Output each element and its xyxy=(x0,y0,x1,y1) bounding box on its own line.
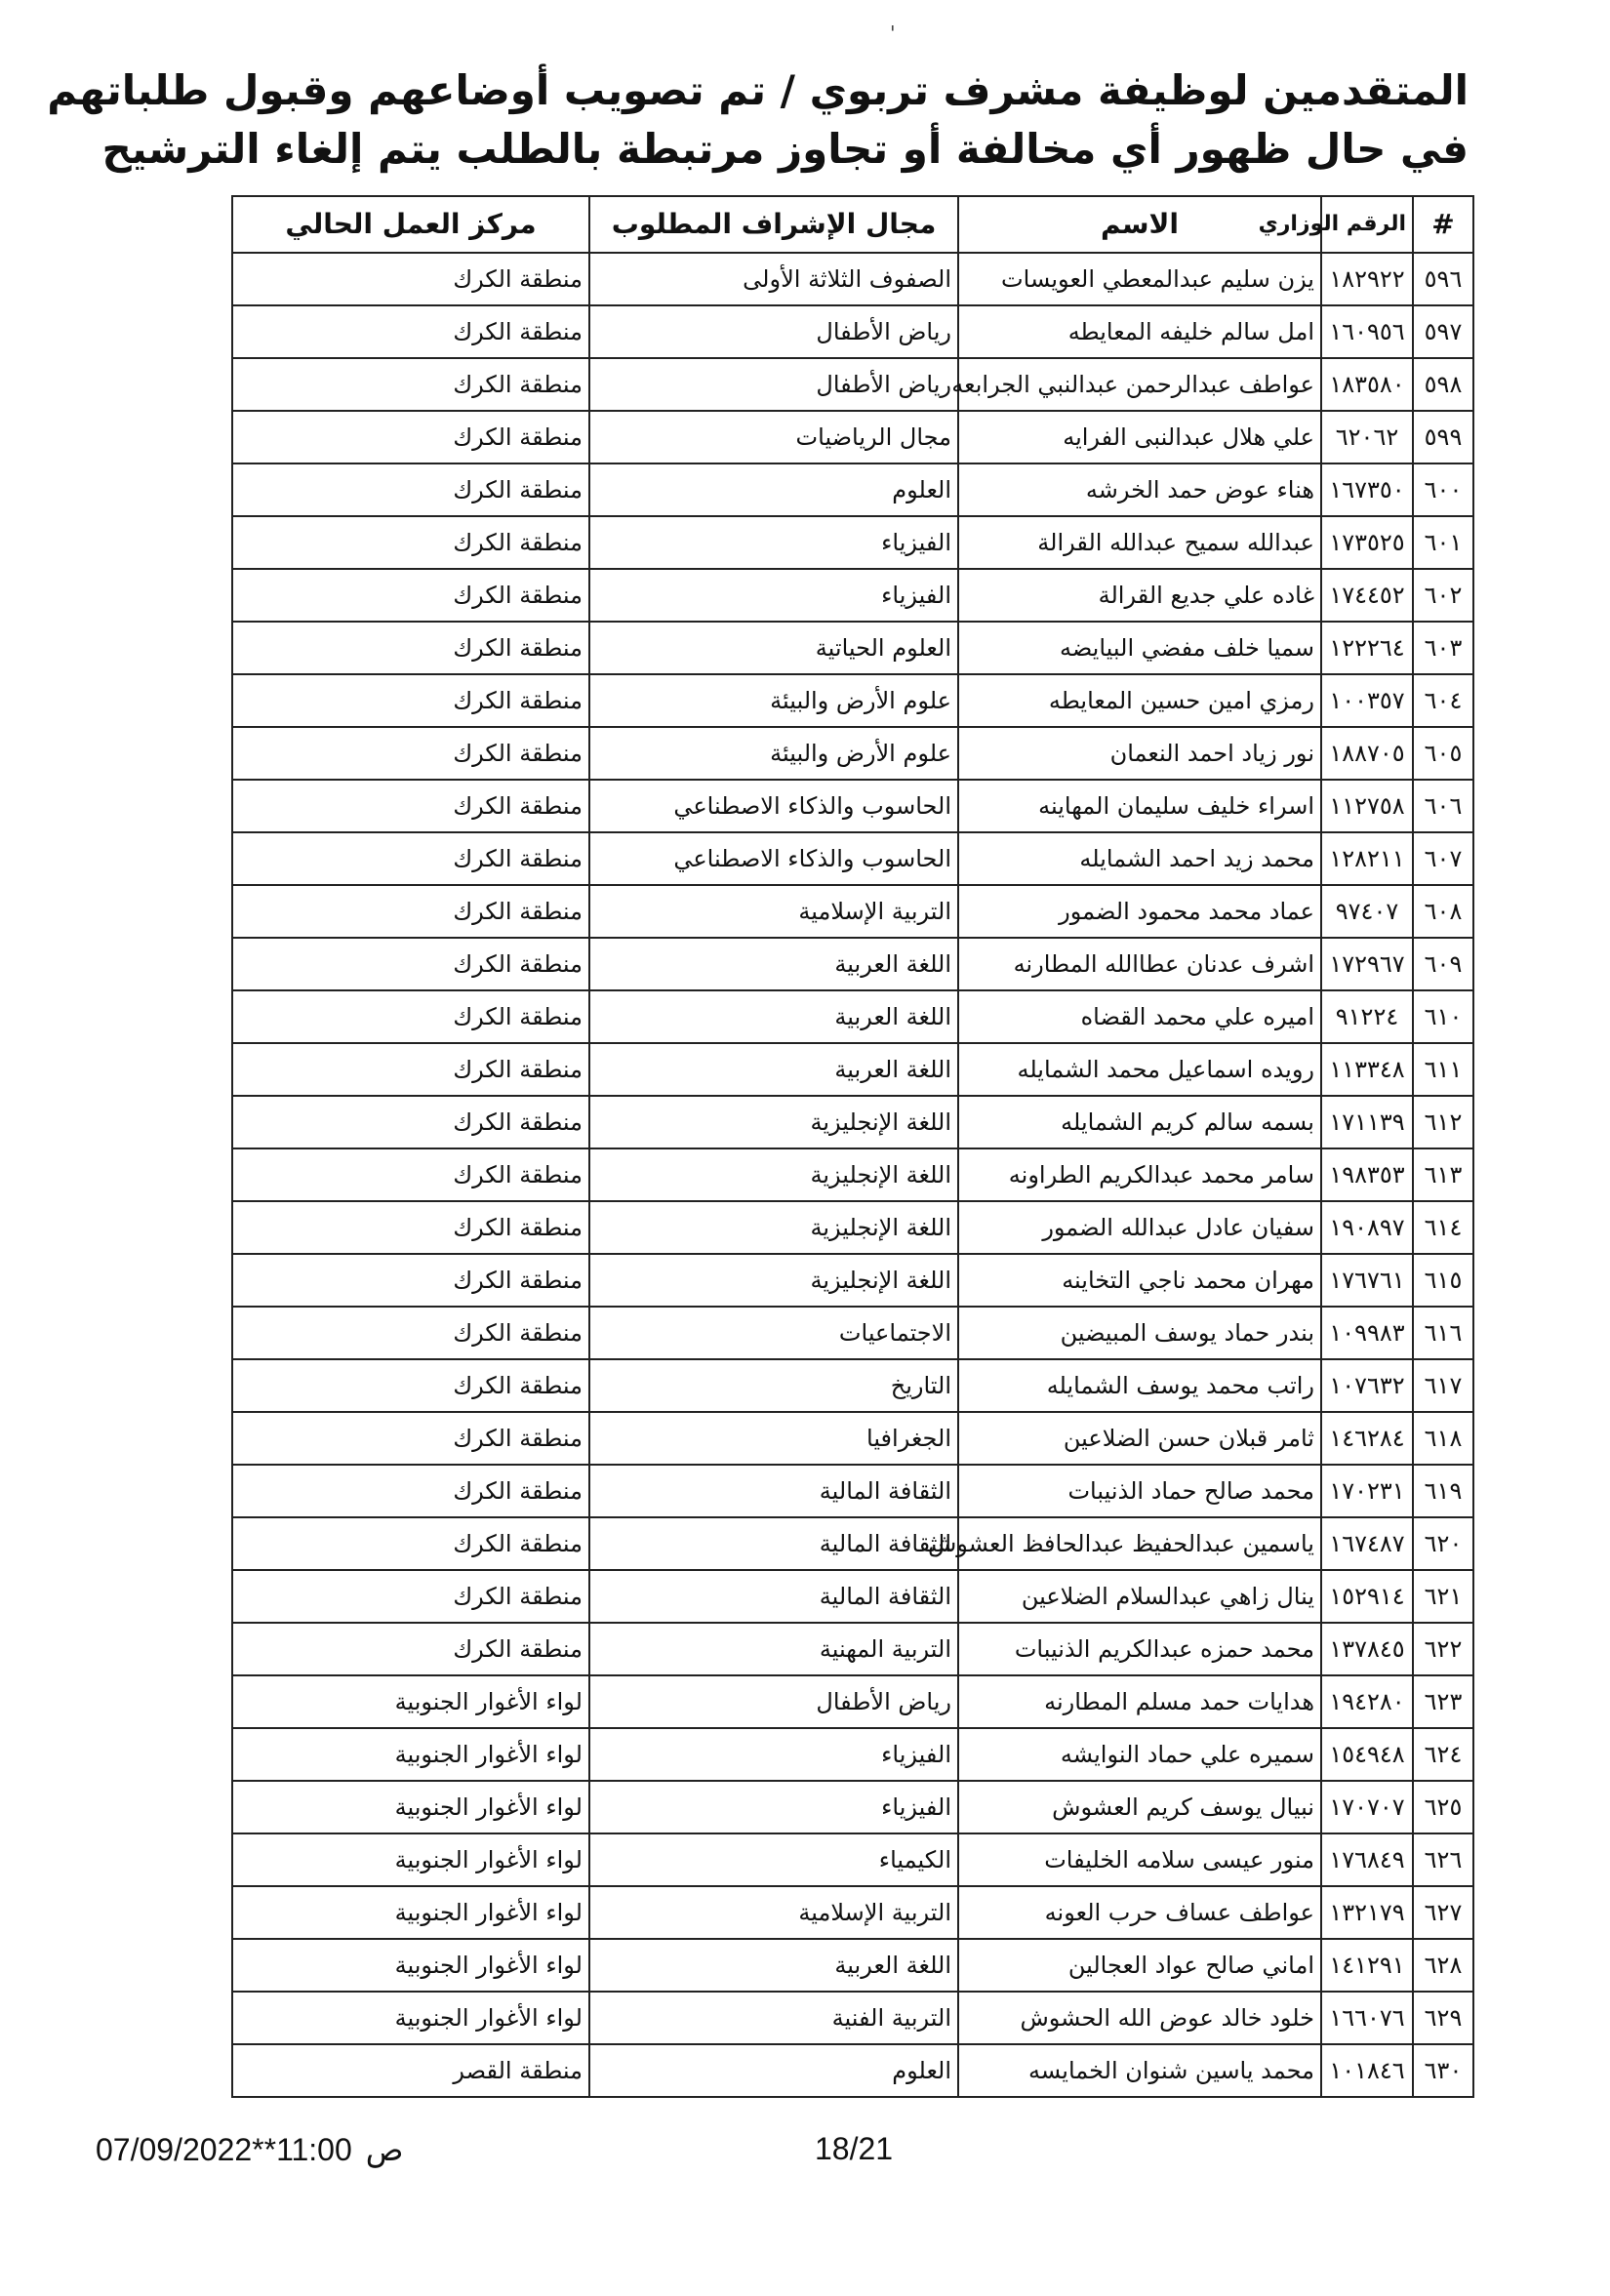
candidate-name-cell: يزن سليم عبدالمعطي العويسات xyxy=(958,253,1321,305)
national-id-cell: ١٢٨٢١١ xyxy=(1321,832,1413,885)
row-index-cell: ٦٢٠ xyxy=(1413,1517,1473,1570)
work-center-cell: منطقة الكرك xyxy=(232,1201,589,1254)
row-index-cell: ٦٠٦ xyxy=(1413,780,1473,832)
row-index-cell: ٦٠٥ xyxy=(1413,727,1473,780)
table-row xyxy=(232,1043,1473,1096)
work-center-cell: منطقة الكرك xyxy=(232,1412,589,1465)
supervision-field-cell: رياض الأطفال xyxy=(589,1675,958,1728)
row-index-cell: ٦٠٩ xyxy=(1413,938,1473,990)
table-row xyxy=(232,1148,1473,1201)
work-center-cell: لواء الأغوار الجنوبية xyxy=(232,1992,589,2044)
work-center-cell: لواء الأغوار الجنوبية xyxy=(232,1886,589,1939)
supervision-field-cell: الاجتماعيات xyxy=(589,1307,958,1359)
national-id-cell: ١٩٤٢٨٠ xyxy=(1321,1675,1413,1728)
work-center-cell: منطقة القصر xyxy=(232,2044,589,2097)
work-center-cell: منطقة الكرك xyxy=(232,780,589,832)
supervision-field-cell: علوم الأرض والبيئة xyxy=(589,674,958,727)
supervision-field-cell: الفيزياء xyxy=(589,1781,958,1833)
work-center-cell: منطقة الكرك xyxy=(232,1517,589,1570)
national-id-cell: ١٠١٨٤٦ xyxy=(1321,2044,1413,2097)
supervision-field-cell: اللغة الإنجليزية xyxy=(589,1254,958,1307)
national-id-cell: ١٦٦٠٧٦ xyxy=(1321,1992,1413,2044)
table-row xyxy=(232,1939,1473,1992)
table-row xyxy=(232,674,1473,727)
national-id-cell: ١٧٦٧٦١ xyxy=(1321,1254,1413,1307)
candidate-name-cell: نبيال يوسف كريم العشوش xyxy=(958,1781,1321,1833)
work-center-cell: منطقة الكرك xyxy=(232,1465,589,1517)
table-row xyxy=(232,1781,1473,1833)
national-id-cell: ١١٢٧٥٨ xyxy=(1321,780,1413,832)
table-row xyxy=(232,1623,1473,1675)
national-id-cell: ١٠٩٩٨٣ xyxy=(1321,1307,1413,1359)
candidate-name-cell: اميره علي محمد القضاه xyxy=(958,990,1321,1043)
candidate-name-cell: عماد محمد محمود الضمور xyxy=(958,885,1321,938)
work-center-cell: منطقة الكرك xyxy=(232,305,589,358)
row-index-cell: ٦٠٤ xyxy=(1413,674,1473,727)
work-center-cell: لواء الأغوار الجنوبية xyxy=(232,1728,589,1781)
table-row xyxy=(232,411,1473,463)
table-row xyxy=(232,1096,1473,1148)
supervision-field-cell: التربية الإسلامية xyxy=(589,885,958,938)
column-header-national-id: الرقم الوزاري xyxy=(1321,196,1413,253)
national-id-cell: ١٧٦٨٤٩ xyxy=(1321,1833,1413,1886)
row-index-cell: ٦١٥ xyxy=(1413,1254,1473,1307)
candidate-name-cell: بسمه سالم كريم الشمايله xyxy=(958,1096,1321,1148)
work-center-cell: منطقة الكرك xyxy=(232,990,589,1043)
candidate-name-cell: امل سالم خليفه المعايطه xyxy=(958,305,1321,358)
page-title: المتقدمين لوظيفة مشرف تربوي / تم تصويب أوضاعهم وقبول طلباتهم xyxy=(47,66,1469,114)
candidate-name-cell: ياسمين عبدالحفيظ عبدالحافظ العشوش xyxy=(958,1517,1321,1570)
work-center-cell: منطقة الكرك xyxy=(232,1359,589,1412)
supervision-field-cell: الثقافة المالية xyxy=(589,1517,958,1570)
supervision-field-cell: علوم الأرض والبيئة xyxy=(589,727,958,780)
national-id-cell: ١٤١٢٩١ xyxy=(1321,1939,1413,1992)
row-index-cell: ٦٢٧ xyxy=(1413,1886,1473,1939)
candidate-name-cell: سامر محمد عبدالكريم الطراونه xyxy=(958,1148,1321,1201)
row-index-cell: ٦٢٩ xyxy=(1413,1992,1473,2044)
candidate-name-cell: اماني صالح عواد العجالين xyxy=(958,1939,1321,1992)
national-id-cell: ٩٧٤٠٧ xyxy=(1321,885,1413,938)
candidate-name-cell: محمد صالح حماد الذنيبات xyxy=(958,1465,1321,1517)
work-center-cell: منطقة الكرك xyxy=(232,516,589,569)
work-center-cell: لواء الأغوار الجنوبية xyxy=(232,1781,589,1833)
row-index-cell: ٦٠١ xyxy=(1413,516,1473,569)
national-id-cell: ٦٢٠٦٢ xyxy=(1321,411,1413,463)
table-row xyxy=(232,1412,1473,1465)
candidate-name-cell: ثامر قبلان حسن الضلاعين xyxy=(958,1412,1321,1465)
supervision-field-cell: الفيزياء xyxy=(589,516,958,569)
work-center-cell: منطقة الكرك xyxy=(232,253,589,305)
row-index-cell: ٦١٧ xyxy=(1413,1359,1473,1412)
candidate-name-cell: بندر حماد يوسف المبيضين xyxy=(958,1307,1321,1359)
table-row xyxy=(232,1254,1473,1307)
national-id-cell: ١٧١١٣٩ xyxy=(1321,1096,1413,1148)
candidate-name-cell: سميره علي حماد النوايشه xyxy=(958,1728,1321,1781)
table-header-row xyxy=(232,196,1473,253)
work-center-cell: لواء الأغوار الجنوبية xyxy=(232,1939,589,1992)
supervision-field-cell: رياض الأطفال xyxy=(589,305,958,358)
row-index-cell: ٥٩٧ xyxy=(1413,305,1473,358)
footer-datetime: 07/09/2022**11:00 xyxy=(96,2132,352,2167)
national-id-cell: ١١٣٣٤٨ xyxy=(1321,1043,1413,1096)
table-row xyxy=(232,1833,1473,1886)
candidate-name-cell: عبدالله سميح عبدالله القرالة xyxy=(958,516,1321,569)
supervision-field-cell: التربية المهنية xyxy=(589,1623,958,1675)
row-index-cell: ٦١٨ xyxy=(1413,1412,1473,1465)
supervision-field-cell: العلوم xyxy=(589,463,958,516)
column-header-field: مجال الإشراف المطلوب xyxy=(589,196,958,253)
table-row xyxy=(232,990,1473,1043)
row-index-cell: ٦٢٨ xyxy=(1413,1939,1473,1992)
national-id-cell: ١٢٢٢٦٤ xyxy=(1321,622,1413,674)
supervision-field-cell: الفيزياء xyxy=(589,569,958,622)
national-id-cell: ١٦٠٩٥٦ xyxy=(1321,305,1413,358)
supervision-field-cell: الصفوف الثلاثة الأولى xyxy=(589,253,958,305)
table-row xyxy=(232,516,1473,569)
national-id-cell: ١٣٢١٧٩ xyxy=(1321,1886,1413,1939)
candidate-name-cell: منور عيسى سلامه الخليفات xyxy=(958,1833,1321,1886)
work-center-cell: منطقة الكرك xyxy=(232,1148,589,1201)
row-index-cell: ٦٣٠ xyxy=(1413,2044,1473,2097)
table-row xyxy=(232,832,1473,885)
column-header-index: # xyxy=(1413,196,1473,253)
row-index-cell: ٦٢٢ xyxy=(1413,1623,1473,1675)
work-center-cell: منطقة الكرك xyxy=(232,569,589,622)
national-id-cell: ١٨٣٥٨٠ xyxy=(1321,358,1413,411)
work-center-cell: منطقة الكرك xyxy=(232,1307,589,1359)
candidate-name-cell: عواطف عبدالرحمن عبدالنبي الجرابعه xyxy=(958,358,1321,411)
table-row xyxy=(232,358,1473,411)
candidate-name-cell: علي هلال عبدالنبى الفرايه xyxy=(958,411,1321,463)
row-index-cell: ٦١٩ xyxy=(1413,1465,1473,1517)
work-center-cell: منطقة الكرك xyxy=(232,1043,589,1096)
row-index-cell: ٦٠٢ xyxy=(1413,569,1473,622)
work-center-cell: منطقة الكرك xyxy=(232,727,589,780)
row-index-cell: ٥٩٦ xyxy=(1413,253,1473,305)
national-id-cell: ١٣٧٨٤٥ xyxy=(1321,1623,1413,1675)
work-center-cell: منطقة الكرك xyxy=(232,832,589,885)
supervision-field-cell: رياض الأطفال xyxy=(589,358,958,411)
candidate-name-cell: محمد ياسين شنوان الخمايسه xyxy=(958,2044,1321,2097)
national-id-cell: ١٥٢٩١٤ xyxy=(1321,1570,1413,1623)
supervision-field-cell: العلوم xyxy=(589,2044,958,2097)
candidate-name-cell: اسراء خليف سليمان المهاينه xyxy=(958,780,1321,832)
candidate-name-cell: راتب محمد يوسف الشمايله xyxy=(958,1359,1321,1412)
table-row xyxy=(232,2044,1473,2097)
supervision-field-cell: العلوم الحياتية xyxy=(589,622,958,674)
row-index-cell: ٦٠٣ xyxy=(1413,622,1473,674)
table-row xyxy=(232,463,1473,516)
row-index-cell: ٦١٦ xyxy=(1413,1307,1473,1359)
table-row xyxy=(232,1675,1473,1728)
national-id-cell: ١٧٣٥٢٥ xyxy=(1321,516,1413,569)
supervision-field-cell: الفيزياء xyxy=(589,1728,958,1781)
candidate-name-cell: هناء عوض حمد الخرشه xyxy=(958,463,1321,516)
supervision-field-cell: مجال الرياضيات xyxy=(589,411,958,463)
table-row xyxy=(232,727,1473,780)
national-id-cell: ١٠٧٦٣٢ xyxy=(1321,1359,1413,1412)
work-center-cell: لواء الأغوار الجنوبية xyxy=(232,1675,589,1728)
work-center-cell: لواء الأغوار الجنوبية xyxy=(232,1833,589,1886)
table-row xyxy=(232,1359,1473,1412)
supervision-field-cell: التربية الفنية xyxy=(589,1992,958,2044)
supervision-field-cell: اللغة الإنجليزية xyxy=(589,1201,958,1254)
national-id-cell: ١٠٠٣٥٧ xyxy=(1321,674,1413,727)
national-id-cell: ١٧٠٧٠٧ xyxy=(1321,1781,1413,1833)
work-center-cell: منطقة الكرك xyxy=(232,1623,589,1675)
national-id-cell: ١٧٠٢٣١ xyxy=(1321,1465,1413,1517)
supervision-field-cell: التاريخ xyxy=(589,1359,958,1412)
supervision-field-cell: الجغرافيا xyxy=(589,1412,958,1465)
table-row xyxy=(232,1886,1473,1939)
candidate-name-cell: رمزي امين حسين المعايطه xyxy=(958,674,1321,727)
work-center-cell: منطقة الكرك xyxy=(232,358,589,411)
work-center-cell: منطقة الكرك xyxy=(232,674,589,727)
work-center-cell: منطقة الكرك xyxy=(232,1254,589,1307)
supervision-field-cell: اللغة العربية xyxy=(589,1043,958,1096)
table-row xyxy=(232,1992,1473,2044)
table-row xyxy=(232,1465,1473,1517)
work-center-cell: منطقة الكرك xyxy=(232,885,589,938)
row-index-cell: ٦٢١ xyxy=(1413,1570,1473,1623)
page-subtitle: في حال ظهور أي مخالفة أو تجاوز مرتبطة بالطلب يتم إلغاء الترشيح xyxy=(101,125,1469,173)
page-number: 18/21 xyxy=(815,2131,894,2166)
national-id-cell: ١٦٧٣٥٠ xyxy=(1321,463,1413,516)
row-index-cell: ٦١١ xyxy=(1413,1043,1473,1096)
row-index-cell: ٦١٢ xyxy=(1413,1096,1473,1148)
work-center-cell: منطقة الكرك xyxy=(232,622,589,674)
supervision-field-cell: اللغة الإنجليزية xyxy=(589,1096,958,1148)
candidate-name-cell: ينال زاهي عبدالسلام الضلاعين xyxy=(958,1570,1321,1623)
table-body xyxy=(232,253,1473,2097)
candidate-name-cell: محمد حمزه عبدالكريم الذنيبات xyxy=(958,1623,1321,1675)
supervision-field-cell: الثقافة المالية xyxy=(589,1570,958,1623)
column-header-center: مركز العمل الحالي xyxy=(232,196,589,253)
national-id-cell: ١٩٠٨٩٧ xyxy=(1321,1201,1413,1254)
work-center-cell: منطقة الكرك xyxy=(232,411,589,463)
table-row xyxy=(232,305,1473,358)
table-row xyxy=(232,885,1473,938)
national-id-cell: ١٨٨٧٠٥ xyxy=(1321,727,1413,780)
table-row xyxy=(232,780,1473,832)
supervision-field-cell: اللغة الإنجليزية xyxy=(589,1148,958,1201)
row-index-cell: ٦١٠ xyxy=(1413,990,1473,1043)
national-id-cell: ١٧٢٩٦٧ xyxy=(1321,938,1413,990)
row-index-cell: ٦٢٥ xyxy=(1413,1781,1473,1833)
supervision-field-cell: اللغة العربية xyxy=(589,938,958,990)
work-center-cell: منطقة الكرك xyxy=(232,463,589,516)
candidate-name-cell: سميا خلف مفضي البيايضه xyxy=(958,622,1321,674)
row-index-cell: ٥٩٨ xyxy=(1413,358,1473,411)
national-id-cell: ١٤٦٢٨٤ xyxy=(1321,1412,1413,1465)
row-index-cell: ٦١٤ xyxy=(1413,1201,1473,1254)
row-index-cell: ٦٠٠ xyxy=(1413,463,1473,516)
footer-timestamp xyxy=(96,2131,403,2168)
scan-mark: ' xyxy=(890,21,896,45)
row-index-cell: ٥٩٩ xyxy=(1413,411,1473,463)
candidate-name-cell: مهران محمد ناجي التخاينه xyxy=(958,1254,1321,1307)
candidate-name-cell: هدايات حمد مسلم المطارنه xyxy=(958,1675,1321,1728)
row-index-cell: ٦٢٤ xyxy=(1413,1728,1473,1781)
column-header-name: الاسم xyxy=(958,196,1321,253)
national-id-cell: ١٥٤٩٤٨ xyxy=(1321,1728,1413,1781)
table-row xyxy=(232,1517,1473,1570)
table-row xyxy=(232,253,1473,305)
candidate-name-cell: محمد زيد احمد الشمايله xyxy=(958,832,1321,885)
table-row xyxy=(232,938,1473,990)
supervision-field-cell: الثقافة المالية xyxy=(589,1465,958,1517)
supervision-field-cell: اللغة العربية xyxy=(589,990,958,1043)
candidate-name-cell: سفيان عادل عبدالله الضمور xyxy=(958,1201,1321,1254)
supervision-field-cell: التربية الإسلامية xyxy=(589,1886,958,1939)
candidate-name-cell: عواطف عساف حرب العونه xyxy=(958,1886,1321,1939)
row-index-cell: ٦٠٧ xyxy=(1413,832,1473,885)
candidate-name-cell: نور زياد احمد النعمان xyxy=(958,727,1321,780)
table-row xyxy=(232,1201,1473,1254)
supervision-field-cell: الحاسوب والذكاء الاصطناعي xyxy=(589,832,958,885)
work-center-cell: منطقة الكرك xyxy=(232,1570,589,1623)
supervision-field-cell: اللغة العربية xyxy=(589,1939,958,1992)
row-index-cell: ٦٠٨ xyxy=(1413,885,1473,938)
national-id-cell: ٩١٢٢٤ xyxy=(1321,990,1413,1043)
table-row xyxy=(232,1728,1473,1781)
national-id-cell: ١٦٧٤٨٧ xyxy=(1321,1517,1413,1570)
row-index-cell: ٦٢٦ xyxy=(1413,1833,1473,1886)
national-id-cell: ١٧٤٤٥٢ xyxy=(1321,569,1413,622)
candidate-name-cell: اشرف عدنان عطاالله المطارنه xyxy=(958,938,1321,990)
candidate-name-cell: خلود خالد عوض الله الحشوش xyxy=(958,1992,1321,2044)
table-row xyxy=(232,569,1473,622)
supervision-field-cell: الكيمياء xyxy=(589,1833,958,1886)
candidates-table xyxy=(231,195,1474,2098)
national-id-cell: ١٨٢٩٢٢ xyxy=(1321,253,1413,305)
supervision-field-cell: الحاسوب والذكاء الاصطناعي xyxy=(589,780,958,832)
table-row xyxy=(232,1570,1473,1623)
candidate-name-cell: غاده علي جديع القرالة xyxy=(958,569,1321,622)
candidate-name-cell: رويده اسماعيل محمد الشمايله xyxy=(958,1043,1321,1096)
national-id-cell: ١٩٨٣٥٣ xyxy=(1321,1148,1413,1201)
footer-ampm: ص xyxy=(365,2132,404,2167)
work-center-cell: منطقة الكرك xyxy=(232,938,589,990)
work-center-cell: منطقة الكرك xyxy=(232,1096,589,1148)
table-row xyxy=(232,622,1473,674)
row-index-cell: ٦١٣ xyxy=(1413,1148,1473,1201)
table-row xyxy=(232,1307,1473,1359)
row-index-cell: ٦٢٣ xyxy=(1413,1675,1473,1728)
